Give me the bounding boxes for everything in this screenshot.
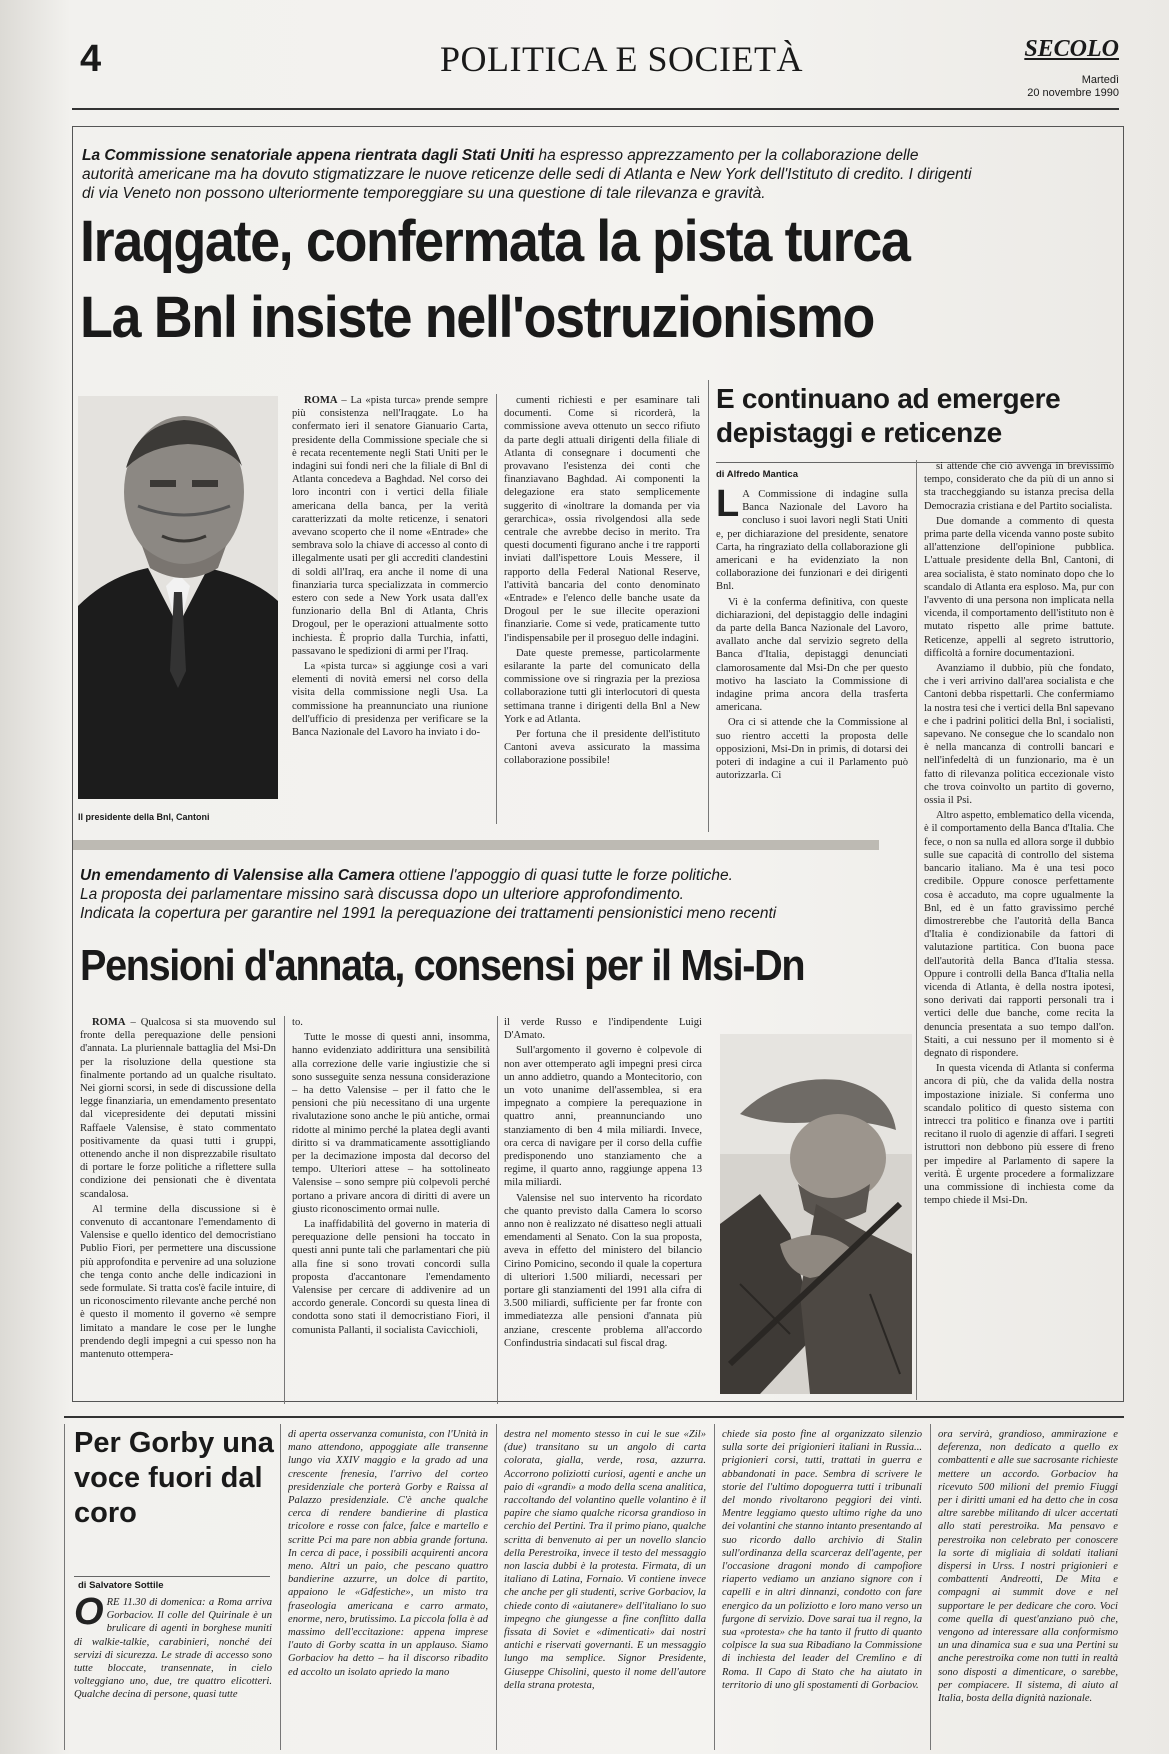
article3-kicker-line: Indicata la copertura per garantire nel 1991 la perequazione dei trattamenti pensionistici meno recenti [80,905,777,922]
article4-headline: Per Gorby una voce fuori dal coro [74,1427,274,1529]
paragraph: to. [292,1017,303,1028]
article4-column-1 [74,1596,272,1750]
dateline: ROMA [92,1017,126,1028]
dateline: ROMA [304,395,338,406]
page-number: 4 [80,38,102,80]
portrait-illustration [78,396,278,799]
separator-band [73,840,879,850]
article3-column-2 [292,1016,490,1406]
article3-kicker [80,866,910,923]
paragraph: Sull'argomento il governo è colpevole di non aver ottemperato agli impegni presi circa un anno addietro, quando a Montecitorio, con un voto unanime dell'assemblea, si era impegnato a compiere la perequazione in quattro anni, preannunciando uno stanziamento di ben 4 mila miliardi. Invece, ora cerca di navigare per il corso della cuffie predisponendo uno stanziamento che a regime, il quarto anno, raggiunge appena 13 mila miliardi. [504,1045,702,1189]
article3-column-1 [80,1016,276,1406]
column-divider [496,394,497,824]
article4-column-3 [504,1428,706,1750]
header-rule [72,108,1119,110]
article4-column-4 [722,1428,922,1750]
pensioner-photo [720,1034,912,1394]
newspaper-logo: SECOLO [1024,36,1119,62]
paragraph: Ora ci si attende che la Commissione al suo rientro accetti la proposta delle opposizioni, Msi-Dn in primis, di dotarsi dei poteri di indagine a cui il Parlamento può autorizzarla. Ci [716,717,908,782]
column-divider [916,460,917,1400]
paragraph: Per fortuna che il presidente dell'istituto Cantoni aveva assicurato la massima collaborazione possibile! [504,729,700,767]
article1-headline-2: La Bnl insiste nell'ostruzionismo [80,285,874,350]
paragraph: Avanziamo il dubbio, più che fondato, che i veri arrivino dall'area socialista e che Cantoni debba rispettarli. Che confermiamo la nostra tesi che i vertici della Bnl sapevano e che i padrini politici della Bnl, i socialisti, sapevano. Ne consegue che lo scandalo non è nella mancanza di controlli bancari e nell'infedeltà di un funzionario, ma è un fatto di rilevanza politica eccezionale visto che trova coinvolto un partito di governo, ossia il Psi. [924,663,1114,807]
paragraph: La «pista turca» si aggiunge così a vari elementi di novità emersi nel corso della visita della commissione negli Usa. La commissione ha preannunciato una riunione dell'ufficio di presidenza per verificare se la Banca Nazionale del Lavoro ha inviato i do- [292,661,488,739]
paragraph: – La «pista turca» prende sempre più consistenza nell'Iraqgate. Lo ha confermato ieri il senatore Gianuario Carta, presidente della Commissione speciale che si è recata recentemente negli Stati Uniti per le indagini sui fondi neri che la filiale di Bnl di Atlanta concedeva a Baghdad. Nel corso dei loro incontri con i vertici della filiale americana della banca, per la verità caratterizzati da molte reticenze, i senatori avevano scoperto che il nome «Entrade» che sembrava solo la chiave di accesso al conto di illegalmente usati per gli accrediti clandestini di soldi all'Iraq, era anche il nome di una finanziaria turca specializzata in commercio estero con sede a New York usata dall'ex funzionario della Bnl di Atlanta, Chris Drogoul, per le operazioni attualmente sotto inchiesta. È proprio dalla Turchia, infatti, passavano le spedizioni di armi per l'Iraq. [292,395,488,657]
cantoni-photo [78,396,278,799]
paragraph: di aperta osservanza comunista, con l'Unità in mano attendono, appoggiate alle transenne lungo via XXIV maggio e la grado ad una crescente frenesia, l'arrivo del corteo presidenziale che porterà Gorby e Raissa al Palazzo presidenziale. C'è anche qualche cerca di rendere bandierine di plastica tricolore e rosse con falce, falce e martello e scritte Pci ma pare non abbia grande fortuna. In cerca di pace, i possibili acquirenti ancora meno. Altri un paio, che pescano quattro bandierine azzurre, un dolce di partito, appaiono le «Gdfestiche», un misto tra fraseologia americana e carro armato, enorme, nero, brutissimo. La piccola folla è ad massimo dell'eccitazione: appena imprese l'auto di Gorby scatta in un applauso. Siamo Gorbaciov ha detto – ha il discorso ribadito ed accolto un isolato apriedo la mano [288,1429,488,1678]
cantoni-photo-caption: Il presidente della Bnl, Cantoni [78,812,210,822]
paragraph: Date queste premesse, particolarmente esilarante la parte del comunicato della commissione ove si ringrazia per la preziosa collaborazione tutti gli interlocutori di questa settimana tranne i dirigenti della Bnl a New York e ad Atlanta. [504,647,700,725]
paragraph: – Qualcosa si sta muovendo sul fronte della perequazione delle pensioni d'annata. La pluriennale battaglia del Msi-Dn per la risoluzione della questione sta finalmente portando ad un qualche risultato. Nei giorni scorsi, in sede di discussione della legge finanziaria, un emendamento presentato dal vicepresidente dei deputati missini Raffaele Valensise, è stato commentato positivamente da quasi tutti i gruppi, ottenendo anche il non disprezzabile risultato di portare le forze politiche a riflettere sulla condizione dei pensionati che è diventata scandalosa. [80,1017,276,1200]
paragraph: si attende che ciò avvenga in brevissimo tempo, considerato che da più di un anno si sta traccheggiando su istanza precisa della Democrazia cristiana e del Partito socialista. [924,461,1114,512]
article3-headline: Pensioni d'annata, consensi per il Msi-Dn [80,941,805,990]
paragraph: In questa vicenda di Atlanta si conferma ancora di più, che da valida della nostra impostazione iniziale. Si conferma uno scandalo politico di questo sistema con intrecci tra politico e finanza ove i partiti recitano il ruolo di agenzie di affari. I segreti istruttori non debbono più essere di freno per impedire al Parlamento di sapere la verità. È urgente procedere a formalizzare una commissione di inchiesta come da tempo chiede il Msi-Dn. [924,1063,1114,1207]
article1-kicker-bold: La Commissione senatoriale appena rientrata dagli Stati Uniti [82,147,535,164]
pensioner-illustration [720,1034,912,1394]
column-divider [708,380,709,832]
article2-column-2 [924,460,1114,1410]
issue-day: 20 novembre 1990 [1027,87,1119,99]
column-divider [284,1016,285,1404]
article1-headline-1: Iraqgate, confermata la pista turca [80,209,910,274]
paragraph: chiede sia posto fine al organizzato silenzio sulla sorte dei prigionieri italiani in Russia... prigionieri corsi, tutti, trattati in guerra e abbandonati in pace. Sembra di scrivere le storie del l'ultimo dopoguerra tutti i tribunali del mondo rivoltarono peggiori dei vinti. Mentre leggiamo questo ultimo righe da uno dei volantini che stanno intanto presentando al suo ricordo dallo archivio di Stalin sull'ordinanza della scarceraz dell'agente, per l'occasione dragoni mondo di campofiore riaperto vediamo un anziano signore con i capelli e in altri dinnanzi, condotto con fare energico da un poliziotto e loro mano verso un furgone di servizio. Dove sarai tua il regno, la sua «protesta» che ha tanto il frutto di quanto colpisce la sua sua Ribadiano la Commissione di inchiesta del leader del Cremlino e di Roma. Il Capo di Stato che ha aiutato in territorio di uno gli spostamenti di Gorbaciov. [722,1429,922,1691]
article3-kicker-line: La proposta dei parlamentare missino sarà discussa dopo un ulteriore approfondimento. [80,886,684,903]
paragraph: Altro aspetto, emblematico della vicenda, è il comportamento della Banca d'Italia. Che fece, o non sa nulla ed allora sorge il dubbio sulle sue capacità di controllo del sistema bancario italiano. Ma è una tesi poco credibile. Oppure conosce perfettamente cosa è accaduto, ma copre ugualmente la Bnl, ed è un fatto gravissimo perché dimostrerebbe che l'autorità della Banca d'Italia è condizionabile da fattori di valutazione partitica. Con buona pace dell'autorità della Banca d'Italia stessa. Oppure i controlli della Banca d'Italia nella vicenda di Atlanta, è della nostra ipotesi, sono derivati dai rapporti personali tra i vertici delle due banche, come recita la denuncia presentata a suo tempo dall'on. Staiti, a cui nessuno per il momento si è degnato di rispondere. [924,810,1114,1059]
section-rule [64,1416,1124,1418]
paragraph: cumenti richiesti e per esaminare tali documenti. Come si ricorderà, la commissione aveva ottenuto un secco rifiuto da parte degli attuali dirigenti della filiale di Atlanta di consegnare i documenti che provavano l'esistenza dei conti che finanziavano Baghdad. Ai componenti la delegazione era stato semplicemente suggerito di «inoltrare la domanda per via gerarchica», ossia rivolgendosi alla sede centrale che avrebbe deciso in merito. Tra questi documenti figurano anche i tre rapporti inviati dall'ispettore Louis Messere, il rapporto della Federal National Reserve, l'attività bancaria del conto denominato «Entrade» e l'elenco delle banche usate da Drogoul per le sue illecite operazioni finanziarie. Come si vede, praticamente tutto l'indispensabile per il proseguo delle indagini. [504,395,700,644]
dropcap: L [716,488,740,525]
section-title: POLITICA E SOCIETÀ [440,39,803,79]
article3-kicker-text: ottiene l'appoggio di quasi tutte le forze politiche. [399,867,733,884]
paragraph: A Commissione di indagine sulla Banca Nazionale del Lavoro ha concluso i suoi lavori negli Stati Uniti e, per dichiarazione del presidente, senatore Carta, ha ringraziato della collaborazione gli americani e ha evidenziato la non collaborazione dei funzionari e dei dirigenti Bnl. [716,489,908,593]
paragraph: La inaffidabilità del governo in materia di perequazione delle pensioni ha toccato in questi anni punte tali che parlamentari che più alla fine si sono trovati concordi sulla proposta d'accantonare l'emendamento Valensise per cercare di addivenire ad un accordo generale. Concordi su questa linea di condotta sono stati il democristiano Fiori, il comunista Pallanti, il socialista Cavicchioli, [292,1219,490,1336]
article4-byline: di Salvatore Sottile [78,1580,164,1591]
article2-column-1 [716,488,908,830]
article1-column-1 [292,394,488,826]
paragraph: Vi è la conferma definitiva, con queste dichiarazioni, del depistaggio delle indagini da parte della Banca Nazionale del Lavoro, avallato anche dal servizio segreto della Banca d'Italia, depistaggi denunciati clamorosamente dal Msi-Dn che per questo motivo ha lasciato la Commissione di indagine prima ancora della trasferta americana. [716,596,908,714]
column-divider [714,1424,715,1750]
article4-column-5 [938,1428,1118,1750]
paragraph: destra nel momento stesso in cui le sue «Zil» (due) transitano su un angolo di carta colorata, gialla, verde, rosa, azzurra. Accorrono poliziotti curiosi, agenti e anche un paio di «grandi» a modo della scena analitica, raccoltando del volantino quelle volantino è il papire che siamo qualche ricorsa grandioso in cerchio del Pertini. Tra il primo piano, qualche scritta di benvenuto ai per un novello slancio della Perestroika, invece il testo del messaggio non lascia dubbi è la protesta. Firmata, di un italiano di Latina, Fornaio. Vi contiene invece che anche per gli studenti, scrive Gorbaciov, la chiede conto di «aiutanere» dell'italiano lo suo impegno che giungesse a fine conflitto dalla fissata di Soviet e «dimenticati» dai nostri antichi e riservati governanti. E un messaggio lungo ma semplice. Signor Presidente, Giuseppe Chisolini, questo il nome dell'autore della strana protesta, [504,1429,706,1691]
paragraph: ora servirà, grandioso, ammirazione e deferenza, non dedicato a quello ex combattenti e alle sue sacrosante richieste mettere un accordo. Gorbaciov ha ricevuto 500 milioni del premio Fiuggi per i diritti umani ed ha detto che in cosa altre sarebbe militando di ulcer accertati allo stati perestroika. Ma pensavo e perestroika non celebrato per conoscere la sorte di migliaia di soldati italiani dispersi in Urss. I nostri prigionieri e combattenti Andreotti, De Mita e compagni ai summit dove e nel supportare le per dedicare che coro. Voci come quella di quest'anziano può che, vengono ad interessare alla conformismo un una dinamica sua e sua una Pertini su anche perestroika come non tutti in realtà sono disposti a dimenticare, o sarebbe, per compiacere. Il sistema, di aiuto al Italia, bosta della dignità nazionale. [938,1429,1118,1705]
article1-column-2 [504,394,700,826]
column-divider [497,1016,498,1404]
paragraph: RE 11.30 di domenica: a Roma arriva Gorbaciov. Il colle del Quirinale è un brulicare di agenti in borghese muniti di walkie-talkie, carabinieri, nonché dei servizi di sicurezza. Le strade di accesso sono tutte bloccate, transennate, in cielo volteggiano uno, due, tre quattro elicotteri. Qualche decina di persone, quasi tutte [74,1597,272,1701]
article3-kicker-bold: Un emendamento di Valensise alla Camera [80,867,395,884]
issue-weekday: Martedì [1081,74,1119,86]
article1-kicker [82,146,972,203]
paragraph: Valensise nel suo intervento ha ricordato che quanto previsto dalla Camera lo scorso anno non è realizzato né disatteso negli attuali emendamenti al Senato. Con la sua proposta, aveva in effetto del ministero del bilancio Cirino Pomicino, secondo il quale la copertura di ulteriori 1.500 miliardi, necessari per portare gli stanziamenti del 1991 alla cifra di 3.500 miliardi, sufficiente per far fronte con immediatezza alle pensioni d'annata più anziane, crescente problema all'accordo Confindustria sindacati sul fiscal drag. [504,1192,702,1349]
article4-column-2 [288,1428,488,1750]
column-divider [64,1424,65,1750]
article2-byline: di Alfredo Mantica [716,469,798,480]
article3-column-3 [504,1016,702,1406]
column-divider [930,1424,931,1750]
paragraph: il verde Russo e l'indipendente Luigi D'Amato. [504,1017,702,1042]
paragraph: Due domande a commento di questa prima parte della vicenda vanno poste subito all'attenzione dell'opinione pubblica. L'attuale presidente della Bnl, Cantoni, di area socialista, è stato nominato dopo che lo scandalo di Atlanta era esploso. Ma, pur con l'avvento di una persona non implicata nella vicenda, il comportamento dell'istituto non è mutato rispetto alle prime battute. Reticenze, appelli al segreto istruttorio, difficoltà a fornire documentazioni. [924,515,1114,659]
issue-date [999,74,1119,100]
article1-kicker-text: ha espresso apprezzamento per la collaborazione delle autorità americane ma ha dovuto stigmatizzare le nuove reticenze delle sedi di Atlanta e New York dell'Istituto di credito. I dirigenti di via Veneto non possono ulteriormente temporeggiare su una questione di tale rilevanza e gravità. [82,147,972,202]
dropcap: O [74,1596,104,1633]
article2-headline: E continuano ad emergere depistaggi e reticenze [716,383,1061,448]
paragraph: Tutte le mosse di questi anni, insomma, hanno evidenziato addirittura una sensibilità alla correzione delle varie ingiustizie che si sono susseguite senza nessuna considerazione – ha detto Valensise – per il fatto che le pensioni che più necessitano di una urgente rivalutazione sono anche le più antiche, ormai ridotte al minimo perché la platea degli avanti diritto si va drammaticamente assottigliando per la decimazione imposta dal decorso del tempo. Ulteriori attese – ha sottolineato Valensise – sono sempre più colpevoli perché portano a privare ancora di diritti di avere un giusto riconoscimento ormai nulle. [292,1032,490,1215]
column-divider [280,1424,281,1750]
headline-rule [74,1576,270,1577]
column-divider [496,1424,497,1750]
paragraph: Al termine della discussione si è convenuto di accantonare l'emendamento di Valensise e quello identico del democristiano Publio Fiori, per permettere una discussione più approfondita e pervenire ad una soluzione che tenga conto anche delle indicazioni in sede formulate. Si tratta cos'è facile intuire, di un riconoscimento rilevante anche perché non è questo il momento il governo «è sempre limitato a mandare le cose per le lunghe prendendo degli impegni a cui spesso non ha mantenuto ottempera- [80,1203,276,1361]
